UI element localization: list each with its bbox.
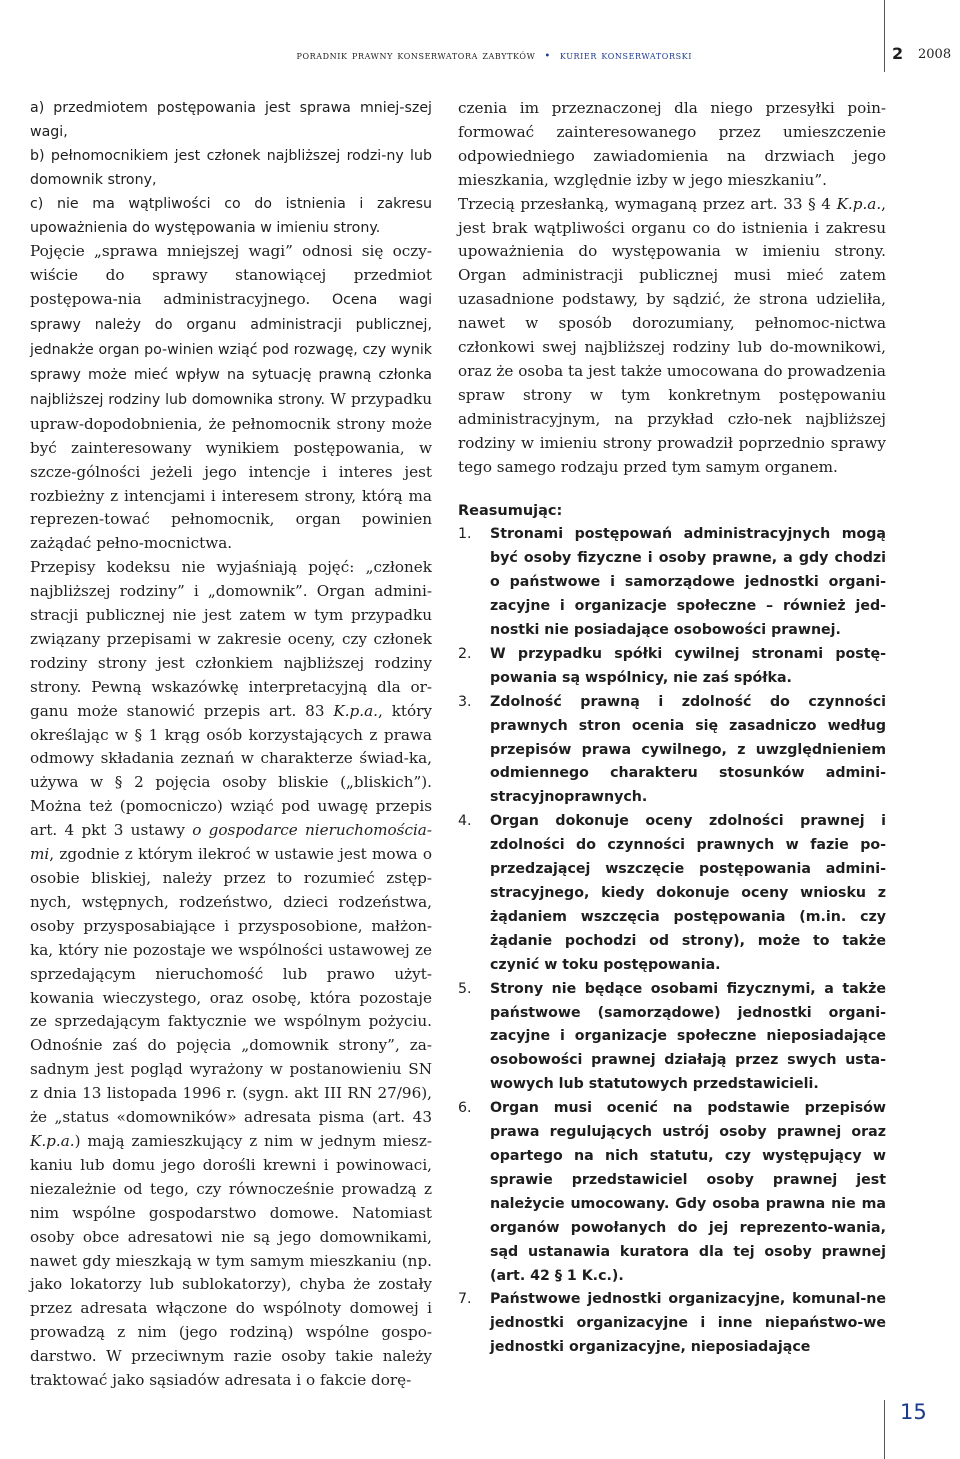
left-para-3: c) nie ma wątpliwości co do istnienia i zakresu upoważnienia do występowania w imieniu strony. <box>30 195 432 236</box>
footer-vertical-rule <box>884 1400 885 1459</box>
summary-item <box>458 523 886 643</box>
summary-item-text: Zdolność prawną i zdolność do czynności prawnych stron ocenia się zasadniczo według przepisów prawa cywilnego, z uwzględnieniem odmiennego charakteru stosunków admini-stracyjnoprawnych. <box>490 693 886 806</box>
left-para-5 <box>30 556 432 1393</box>
summary-item <box>458 643 886 691</box>
header-title-left: poradnik prawny konserwatora zabytków <box>296 48 536 62</box>
issue-year: 2008 <box>918 47 952 62</box>
summary-item-number: 7. <box>458 1291 472 1308</box>
summary-item-number: 6. <box>458 1100 472 1117</box>
issue-number: 2 <box>892 44 904 63</box>
left-para-1: a) przedmiotem postępowania jest sprawa mniej-szej wagi, <box>30 100 432 140</box>
summary-heading: Reasumując: <box>458 502 563 519</box>
ustawa-ref: o gospodarce nieruchomościa-mi <box>30 821 432 864</box>
left-para-4-a: Pojęcie „sprawa mniejszej wagi” odnosi się oczy-wiście do sprawy stanowiącej przedmiot postępowa-nia administracyjnego. <box>30 242 432 309</box>
left-para-5-b: , który określając w § 1 krąg osób korzystających z prawa odmowy składania zeznań w charakterze świad-ka, używa w § 2 pojęcia osoby bliskie („bliskich”). Można też (pomocniczo) wziąć pod uwagę przepis art. 4 pkt 3 ustawy <box>30 701 432 840</box>
left-para-5-d: ) mają zamieszkujący z nim w jednym miesz-kaniu lub domu jego dorośli krewni i powinowaci, niezależnie od tego, czy równocześnie prowadzą z nim wspólne gospodarstwo domowe. Natomiast osoby obce adresatowi nie są jego domownikami, nawet gdy mieszkają w tym samym mieszkaniu (np. jako lokatorzy lub sublokatorzy), chyba że zostały przez adresata włączone do wspólnoty domowej i prowadzą z nim (jego rodziną) wspólne gospo-darstwo. W przeciwnym razie osoby takie należy traktować jako sąsiadów adresata i o fakcie dorę- <box>30 1131 432 1390</box>
summary-item <box>458 691 886 811</box>
summary-item-number: 2. <box>458 645 472 662</box>
right-para-2-b: , jest brak wątpliwości organu co do istnienia i zakresu upoważnienia do występowania w imieniu strony. Organ administracji publicznej musi mieć zatem uzasadnione podstawy, by sądzić, że strona udzieliła, nawet w sposób dorozumiany, pełnomoc-nictwa członkowi swej najbliższej rodziny lub do-mownikowi, oraz że osoba ta jest także umocowana do prowadzenia spraw strony w tym konkretnym postępowaniu administracyjnym, na przykład czło-nek najbliższej rodziny w imieniu strony prowadził poprzednio sprawy tego samego rodzaju przed tym samym organem. <box>458 194 886 476</box>
left-para-2: b) pełnomocnikiem jest członek najbliższej rodzi-ny lub domownik strony, <box>30 147 432 188</box>
kpa-ref-1: K.p.a. <box>333 701 378 720</box>
left-para-4-b: Ocena wagi sprawy należy do organu administracji publicznej, jednakże organ po-winien wziąć pod rozwagę, czy wynik sprawy może mieć wpływ na sytuację prawną członka najbliższej rodziny lub domownika strony. <box>30 292 433 408</box>
summary-item-text: Organ musi ocenić na podstawie przepisów prawa regulujących ustrój osoby prawnej oraz opartego na nich statutu, czy występujący w sprawie przedstawiciel osoby prawnej jest należycie umocowany. Gdy osoba prawna nie ma organów powołanych do jej reprezento-wania, sąd ustanawia kuratora dla tej osoby prawnej (art. 42 § 1 K.c.). <box>490 1100 886 1284</box>
left-para-5-a: Przepisy kodeksu nie wyjaśniają pojęć: „członek najbliższej rodziny” i „domownik”. Organ admini-stracji publicznej nie jest zatem w tym przypadku związany przepisami w zakresie oceny, czy członek rodziny strony jest członkiem najbliższej rodziny strony. Pewną wskazówkę interpretacyjną dla or-ganu może stanowić przepis art. 83 <box>30 558 432 720</box>
kpa-ref-2: K.p.a. <box>30 1131 75 1150</box>
header-title-right: kurier konserwatorski <box>559 48 692 62</box>
header-titles <box>297 48 692 62</box>
summary-item-text: Stronami postępowań administracyjnych mogą być osoby fizyczne i osoby prawne, a gdy chodzi o państwowe i samorządowe jednostki organi-zacyjne i organizacje społeczne – również jed-nostki nie posiadające osobowości prawnej. <box>490 526 886 639</box>
right-para-2 <box>458 193 886 480</box>
page-number: 15 <box>900 1400 927 1424</box>
summary-item-text: Państwowe jednostki organizacyjne, komunal-ne jednostki organizacyjne i inne niepaństwo-we jednostki organizacyjne, nieposiadające <box>490 1291 886 1356</box>
summary-item-number: 5. <box>458 980 472 997</box>
left-para-5-c: , zgodnie z którym ilekroć w ustawie jest mowa o osobie bliskiej, należy przez to rozumieć zstęp-nych, wstępnych, rodzeństwo, dzieci rodzeństwa, osoby przysposabiające i przysposobione, małżon-ka, który nie pozostaje we wspólności ustawowej ze sprzedającym nieruchomość lub prawo użyt-kowania wieczystego, oraz osobę, która pozostaje ze sprzedającym faktycznie we wspólnym pożyciu. Odnośnie zaś do pojęcia „domownik strony”, za-sadnym jest pogląd wyrażony w postanowieniu SN z dnia 13 listopada 1996 r. (sygn. akt III RN 27/96), że „status «domowników» adresata pisma (art. 43 <box>30 845 432 1127</box>
summary-item-number: 3. <box>458 693 472 710</box>
header-bullet: • <box>544 51 551 62</box>
summary-item-number: 4. <box>458 813 472 830</box>
summary-item-text: Strony nie będące osobami fizycznymi, a także państwowe (samorządowe) jednostki organi-zacyjne i organizacje społeczne nieposiadające osobowości prawnej działają przez swych usta-wowych lub statutowych przedstawicieli. <box>490 980 886 1093</box>
summary-item <box>458 1288 886 1360</box>
right-column <box>458 97 886 1360</box>
kpa-ref-3: K.p.a. <box>836 194 882 213</box>
left-para-4-c: W przypadku upraw-dopodobnienia, że pełnomocnik strony może być zainteresowany wynikiem postępowania, w szcze-gólności jeżeli jego intencje i interes jest rozbieżny z intencjami i interesem strony, którą ma reprezen-tować pełnomocnik, organ powinien zażądać pełno-mocnictwa. <box>30 389 432 553</box>
right-para-1: czenia im przeznaczonej dla niego przesyłki poin-formować zainteresowanego przez umieszczenie odpowiedniego zawiadomienia na drzwiach jego mieszkania, względnie izby w jego mieszkaniu”. <box>458 99 886 189</box>
summary-item-number: 1. <box>458 526 472 543</box>
left-para-4 <box>30 240 432 556</box>
summary-item <box>458 978 886 1098</box>
summary-item-text: W przypadku spółki cywilnej stronami postę-powania są wspólnicy, nie zaś spółka. <box>490 645 886 686</box>
left-column <box>30 97 432 1393</box>
summary-item <box>458 810 886 977</box>
running-header <box>0 44 960 74</box>
summary-item <box>458 1097 886 1288</box>
summary-item-text: Organ dokonuje oceny zdolności prawnej i zdolności do czynności prawnych w fazie po-przedzającej wszczęcie postępowania admini-stracyjnego, kiedy dokonuje oceny wniosku z żądaniem wszczęcia postępowania (m.in. czy żądanie pochodzi od strony), może to także czynić w toku postępowania. <box>490 813 886 973</box>
right-para-2-a: Trzecią przesłanką, wymaganą przez art. 33 § 4 <box>458 194 837 213</box>
summary-list <box>458 523 886 1360</box>
